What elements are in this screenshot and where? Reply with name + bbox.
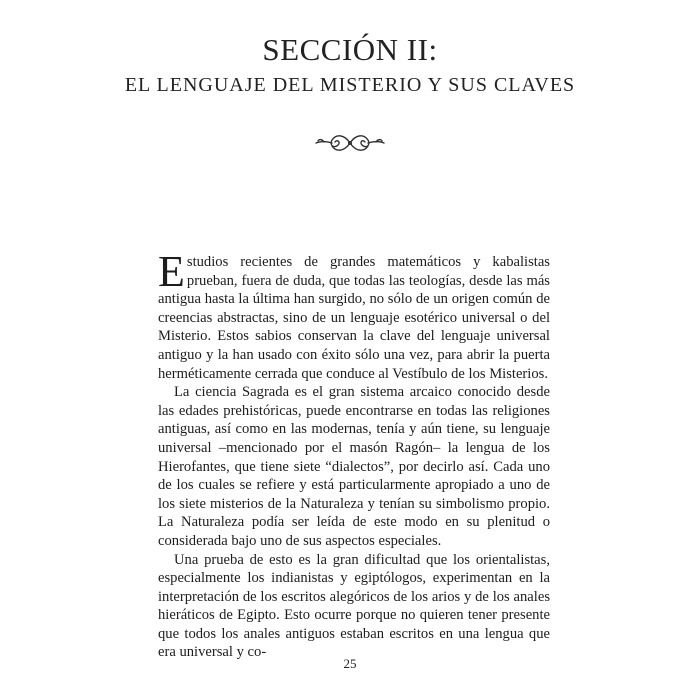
section-title: SECCIÓN II:: [262, 32, 438, 67]
body-text: [158, 247, 550, 662]
paragraph-2: La ciencia Sagrada es el gran sistema arcaico conocido desde las edades prehistóricas, puede encontrarse en todas las religiones antiguas, así como en las modernas, tenía y aún tiene, su lenguaje universal –mencionado por el masón Ragón– la lengua de los Hierofantes, que tiene siete “dialectos”, por decirlo así. Cada uno de los cuales se refiere y está particularmente apropiado a uno de los siete misterios de la Naturaleza y tenían su simbolismo propio. La Naturaleza podía ser leída de este modo en su plenitud o considerada bajo uno de sus aspectos especiales.: [158, 384, 550, 549]
drop-cap: E: [158, 247, 185, 296]
section-subtitle: EL LENGUAJE DEL MISTERIO Y SUS CLAVES: [124, 74, 576, 96]
flourish-ornament-icon: [312, 130, 388, 156]
paragraph-1: [158, 247, 550, 383]
paragraph-1-text: studios recientes de grandes matemáticos y kabalistas prueban, fuera de duda, que todas las teologías, desde las más antigua hasta la última han surgido, no sólo de un origen común de creencias abstractas, sino de un lenguaje esotérico universal o del Misterio. Estos sabios conservan la clave del lenguaje universal antiguo y la han usado con éxito sólo una vez, para abrir la puerta herméticamente cerrada que conduce al Vestíbulo de los Misterios.: [158, 254, 550, 382]
paragraph-3: Una prueba de esto es la gran dificultad que los orientalistas, especialmente los indianistas y egiptólogos, experimentan en la interpretación de los escritos alegóricos de los arios y de los anales hieráticos de Egipto. Esto ocurre porque no quieren tener presente que todos los anales antiguos estaban escritos en una lengua que era universal y co-: [158, 551, 550, 661]
page-number: 25: [343, 656, 357, 671]
